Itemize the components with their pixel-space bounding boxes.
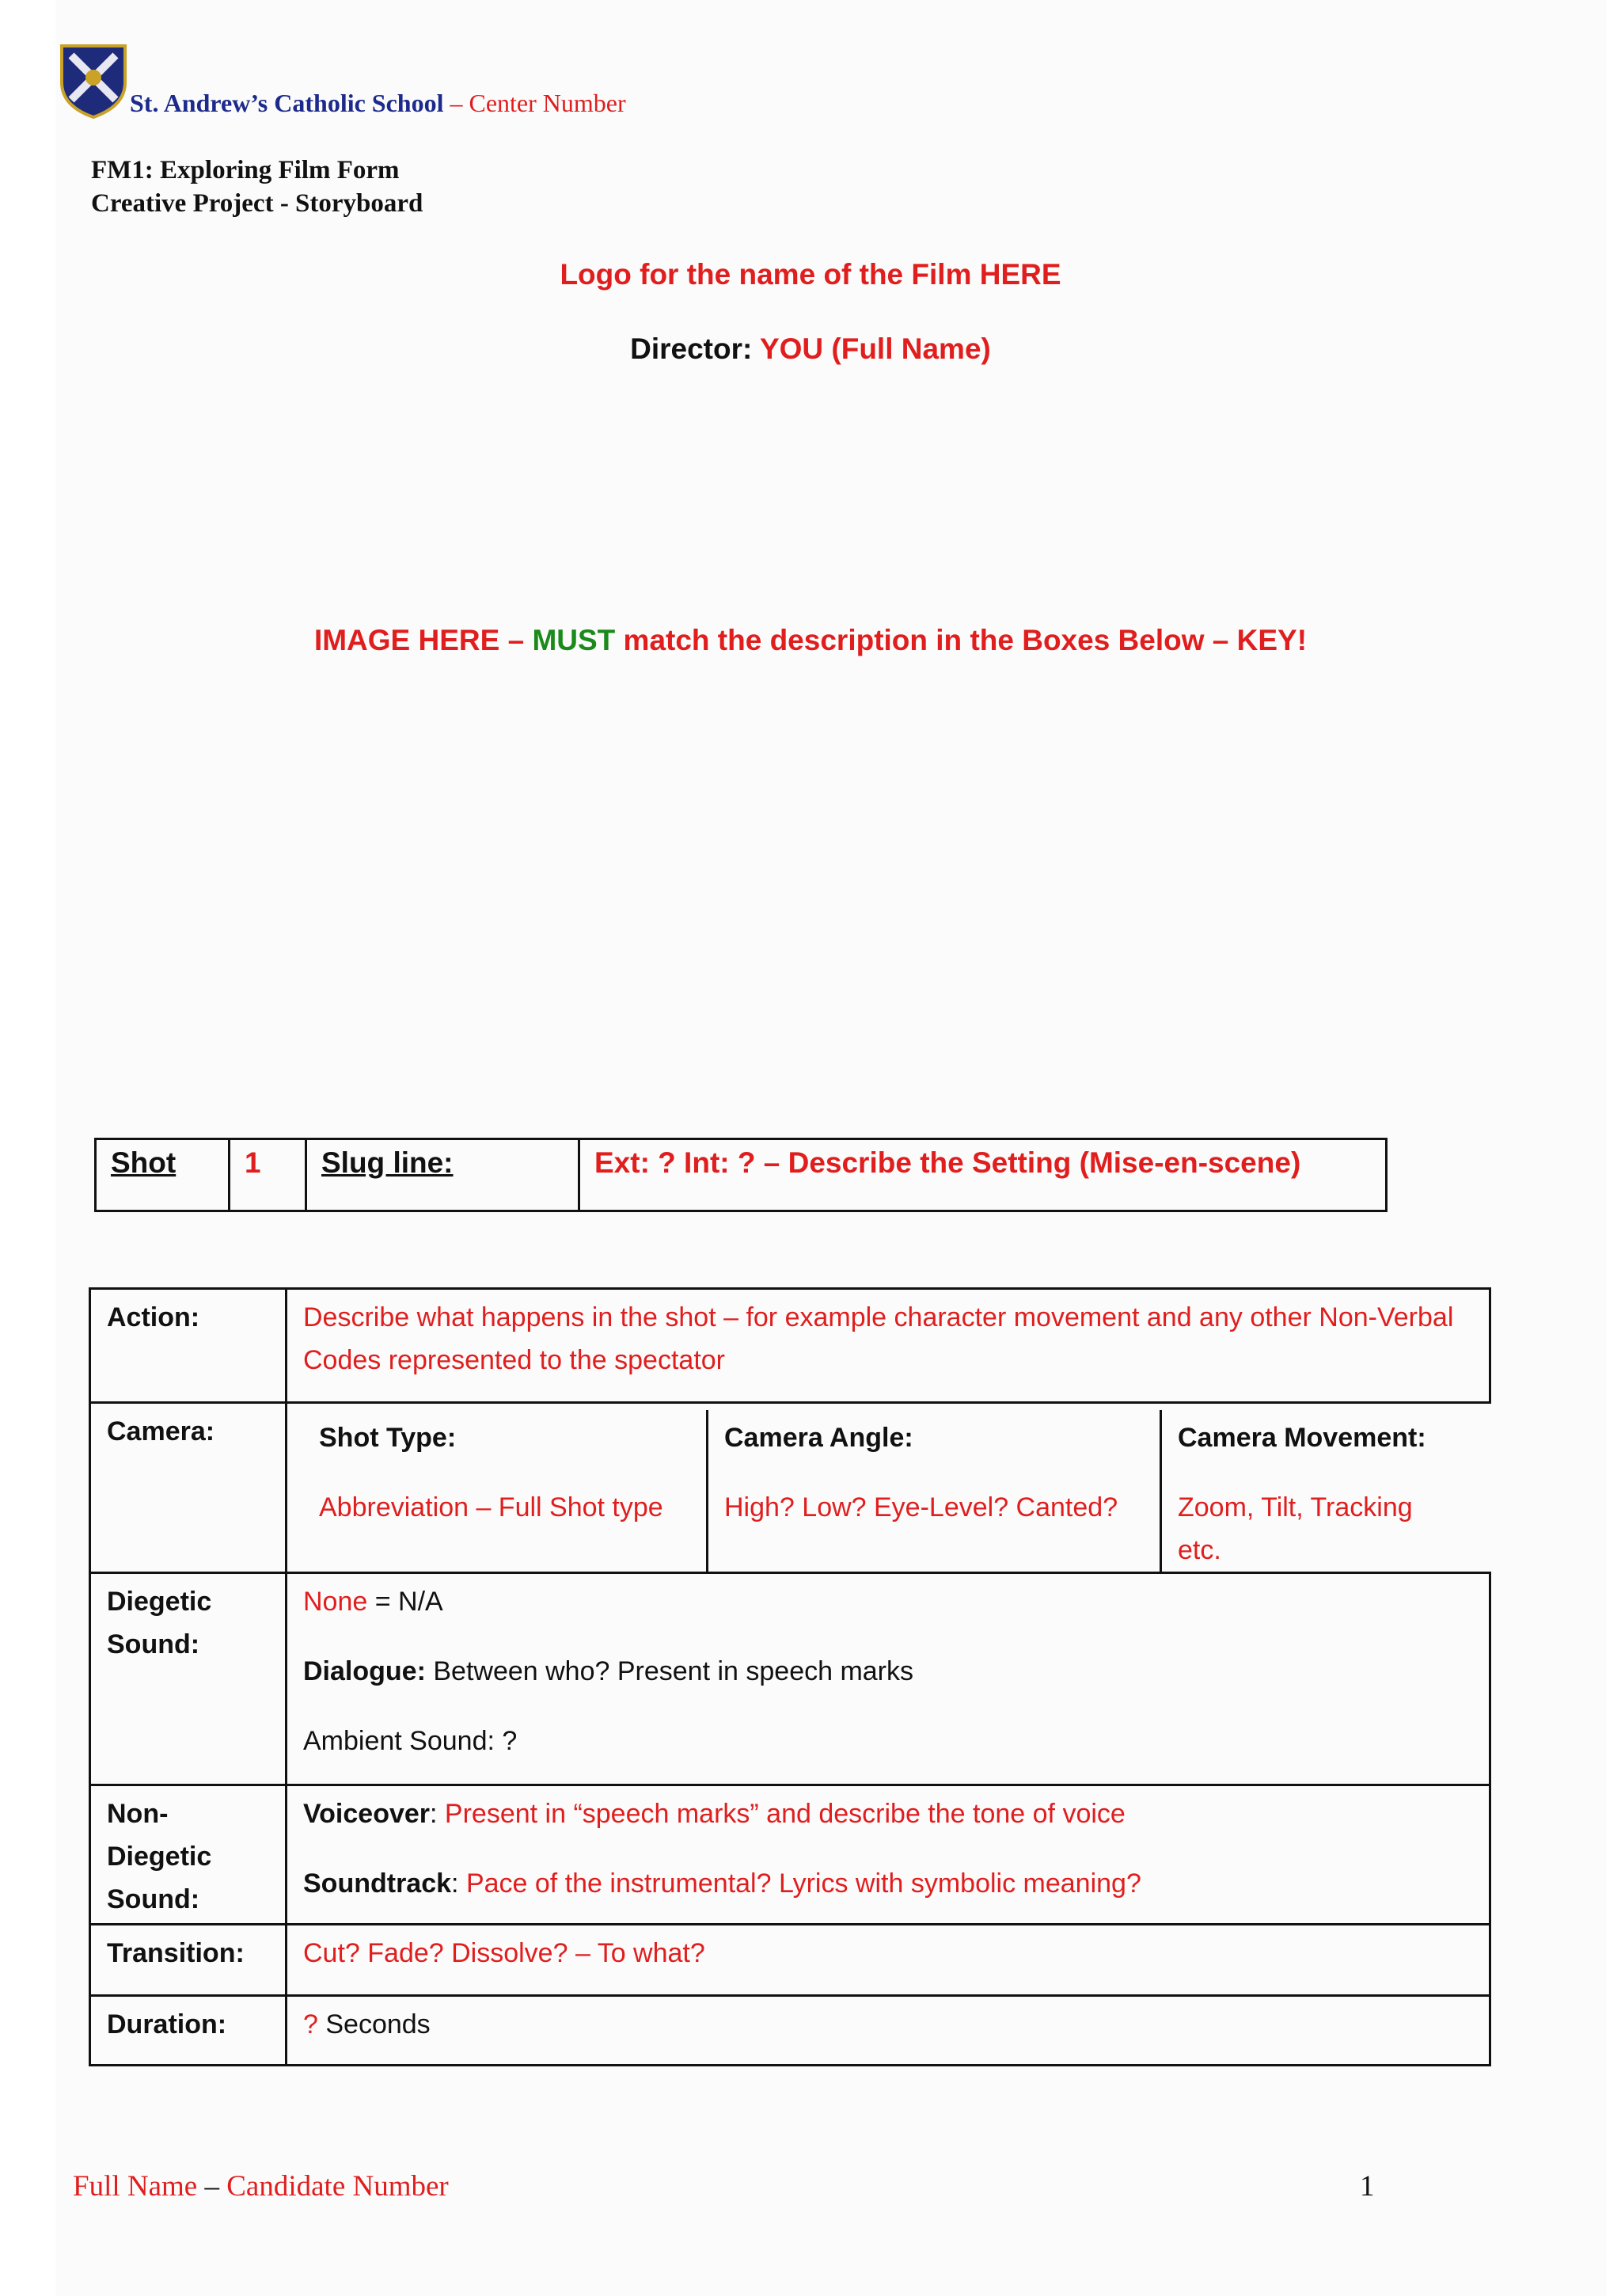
footer-dash: – [197,2170,227,2203]
camera-angle-value: High? Low? Eye-Level? Canted? [724,1492,1118,1522]
school-header [130,89,626,118]
camera-movement-value: Zoom, Tilt, Tracking etc. [1178,1492,1413,1565]
camera-movement-label: Camera Movement: [1178,1423,1426,1453]
camera-details [287,1403,1490,1573]
film-logo-placeholder: Logo for the name of the Film HERE [560,258,1061,291]
soundtrack-label: Soundtrack [303,1868,452,1899]
course-title: FM1: Exploring Film Form [91,156,400,184]
soundtrack-value: Pace of the instrumental? Lyrics with symbolic meaning? [465,1868,1141,1899]
action-row [90,1289,1490,1403]
camera-movement-cell [1161,1410,1475,1572]
camera-angle-cell [708,1410,1161,1572]
shot-number: 1 [245,1146,261,1179]
camera-row [90,1403,1490,1573]
center-number: Center Number [469,89,626,117]
duration-details [287,1996,1490,2066]
transition-label: Transition: [90,1925,287,1996]
voiceover-value: Present in “speech marks” and describe the tone of voice [444,1799,1126,1829]
diegetic-label [90,1573,287,1785]
diegetic-row [90,1573,1490,1785]
director-line [0,333,1621,366]
diegetic-label-line1: Diegetic [107,1587,212,1617]
image-placeholder-must: MUST [532,624,616,656]
non-diegetic-label [90,1785,287,1925]
slug-value-cell [579,1139,1387,1211]
transition-value: Cut? Fade? Dissolve? – To what? [287,1925,1490,1996]
shot-table [94,1138,1388,1212]
director-label: Director: [630,333,760,365]
dialogue-line [303,1650,1473,1693]
camera-subtable [303,1410,1475,1572]
diegetic-none-line [303,1580,1473,1623]
shot-type-label: Shot Type: [319,1423,457,1453]
footer-candidate-number: Candidate Number [226,2170,449,2203]
duration-label: Duration: [90,1996,287,2066]
soundtrack-line: Soundtrack: Pace of the instrumental? Lyrics with symbolic meaning? [303,1868,1141,1899]
action-value: Describe what happens in the shot – for example character movement and any other Non-Verbal Codes represented to the spectator [287,1289,1490,1403]
diegetic-none-value: = N/A [367,1587,443,1617]
voiceover-line: Voiceover: Present in “speech marks” and describe the tone of voice [303,1799,1126,1829]
transition-row [90,1925,1490,1996]
duration-row [90,1996,1490,2066]
non-diegetic-details [287,1785,1490,1925]
image-placeholder-part3: match the description in the Boxes Below – KEY! [615,624,1308,656]
shot-type-cell [303,1410,708,1572]
shot-label-cell [96,1139,230,1211]
image-placeholder [0,624,1621,657]
page-number: 1 [1360,2170,1375,2203]
footer-full-name: Full Name [73,2170,198,2203]
voiceover-label: Voiceover [303,1799,431,1829]
camera-label: Camera: [90,1403,287,1573]
non-diegetic-label-line2: Sound: [107,1884,200,1914]
storyboard-table [89,1287,1491,2066]
image-placeholder-part1: IMAGE HERE – [313,624,533,656]
non-diegetic-row [90,1785,1490,1925]
school-crest-icon [57,41,130,120]
camera-angle-label: Camera Angle: [724,1423,913,1453]
diegetic-none-label: None [303,1587,368,1617]
header-dash: – [443,89,469,117]
shot-label: Shot [111,1146,177,1179]
slug-label-cell [306,1139,579,1211]
course-subtitle: Creative Project - Storyboard [91,189,423,218]
action-label: Action: [90,1289,287,1403]
school-name: St. Andrew’s Catholic School [130,89,444,117]
ambient-sound-line: Ambient Sound: ? [303,1726,518,1756]
dialogue-value: Between who? Present in speech marks [425,1656,914,1686]
shot-type-value: Abbreviation – Full Shot type [319,1492,663,1522]
duration-value: Seconds [317,2009,431,2039]
non-diegetic-label-line1: Non-Diegetic [107,1799,212,1872]
slug-value: Ext: ? Int: ? – Describe the Setting (Mise-en-scene) [594,1146,1301,1179]
duration-question: ? [303,2009,318,2039]
diegetic-details [287,1573,1490,1785]
director-value: YOU (Full Name) [759,333,991,365]
diegetic-label-line2: Sound: [107,1629,200,1659]
course-info [91,154,423,220]
dialogue-label: Dialogue: [303,1656,426,1686]
slug-label: Slug line: [321,1146,454,1179]
shot-number-cell [230,1139,306,1211]
footer-candidate [73,2169,449,2203]
